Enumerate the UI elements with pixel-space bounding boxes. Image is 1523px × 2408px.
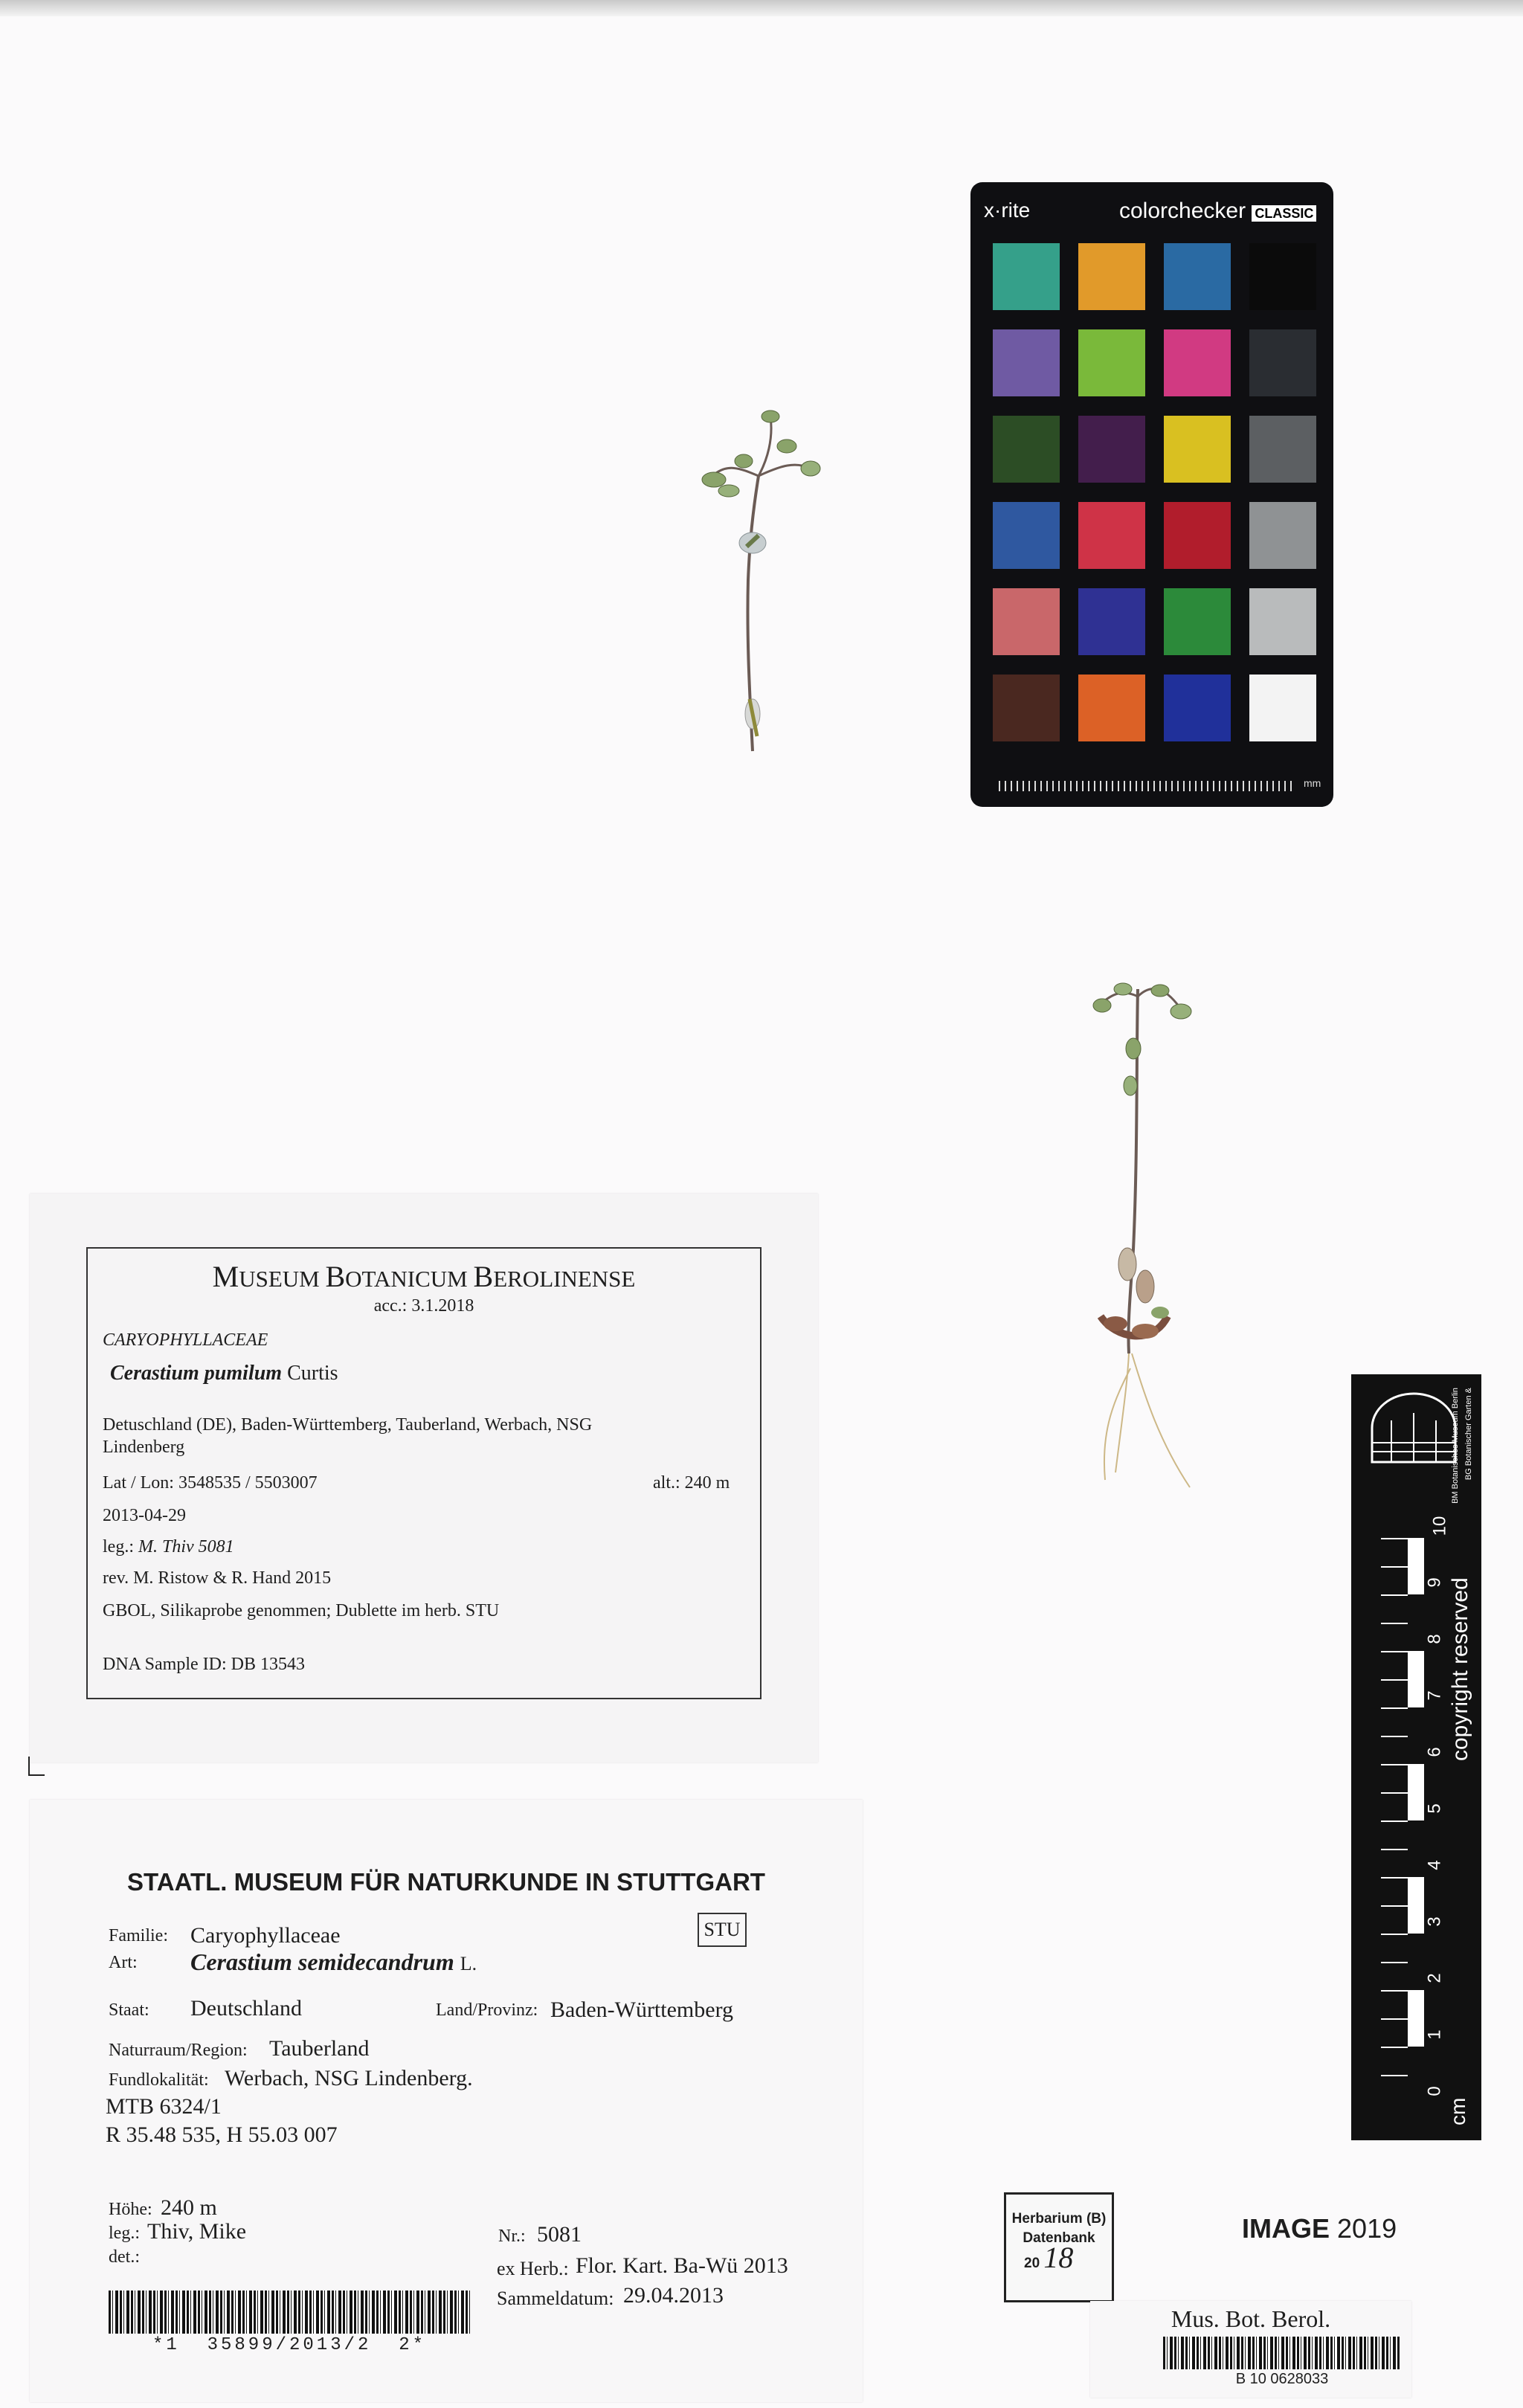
mm-unit: mm xyxy=(1304,777,1321,789)
stuttgart-label-title: STAATL. MUSEUM FÜR NATURKUNDE IN STUTTGART xyxy=(127,1868,765,1896)
ruler-number: 10 xyxy=(1429,1516,1450,1536)
nr-key: Nr.: xyxy=(498,2227,526,2246)
scan-top-edge xyxy=(0,0,1523,16)
exherb-value: Flor. Kart. Ba-Wü 2013 xyxy=(576,2253,788,2278)
art-key: Art: xyxy=(109,1953,138,1972)
herbarium-datenbank-stamp xyxy=(1004,2192,1114,2302)
ruler-number: 9 xyxy=(1424,1577,1445,1588)
note: GBOL, Silikaprobe genommen; Dublette im herb. STU xyxy=(103,1601,500,1620)
berlin-label-frame xyxy=(86,1247,762,1699)
color-patch xyxy=(1249,588,1316,655)
altitude: alt.: 240 m xyxy=(653,1473,730,1493)
coordinates: R 35.48 535, H 55.03 007 xyxy=(106,2122,338,2147)
ruler-number: 1 xyxy=(1424,2029,1445,2040)
det-key: det.: xyxy=(109,2247,140,2267)
hoehe-key: Höhe: xyxy=(109,2200,152,2219)
color-patch xyxy=(993,502,1060,569)
ruler-ticks xyxy=(1381,1538,1408,2103)
staat-key: Staat: xyxy=(109,2000,149,2020)
mus-barcode-number: B 10 0628033 xyxy=(1235,2371,1329,2387)
ruler-number: 3 xyxy=(1424,1916,1445,1927)
region-key: Naturraum/Region: xyxy=(109,2041,248,2060)
color-patch-grid xyxy=(970,182,1333,807)
color-patch xyxy=(1078,675,1145,741)
color-patch xyxy=(1078,243,1145,310)
xrite-logo: x·rite xyxy=(984,199,1031,222)
stuttgart-barcode-text: *1 35899/2013/2 2* xyxy=(152,2335,427,2355)
ruler-unit: cm xyxy=(1446,2097,1469,2125)
leg-key: leg.: xyxy=(109,2224,140,2243)
revision: rev. M. Ristow & R. Hand 2015 xyxy=(103,1568,332,1588)
logo-caption-2: BM Botanisches Museum Berlin xyxy=(1451,1388,1460,1504)
color-patch xyxy=(1164,416,1231,483)
color-patch xyxy=(1078,502,1145,569)
familie-value: Caryophyllaceae xyxy=(190,1923,341,1948)
dna-sample-id: DNA Sample ID: DB 13543 xyxy=(103,1655,305,1674)
plant-specimen-lower xyxy=(1056,967,1249,1562)
fund-key: Fundlokalität: xyxy=(109,2070,209,2090)
stu-stamp: STU xyxy=(698,1913,747,1947)
stuttgart-barcode xyxy=(109,2291,470,2334)
color-patch xyxy=(1164,675,1231,741)
species-name: Cerastium pumilum Curtis xyxy=(110,1362,338,1385)
plant-specimen-upper xyxy=(669,394,863,766)
stamp-year: 20 18 xyxy=(1024,2241,1074,2274)
logo-caption-1: BG Botanischer Garten & xyxy=(1464,1388,1473,1481)
region-value: Tauberland xyxy=(269,2036,370,2061)
fund-value: Werbach, NSG Lindenberg. xyxy=(225,2066,473,2090)
mtb: MTB 6324/1 xyxy=(106,2094,222,2119)
mus-bot-berol-label xyxy=(1090,2301,1411,2398)
image-year: IMAGE 2019 xyxy=(1242,2213,1397,2244)
art-value: Cerastium semidecandrum L. xyxy=(190,1948,477,1975)
color-patch xyxy=(1249,329,1316,396)
corner-mark-vertical xyxy=(28,1757,30,1776)
mus-bot-berol-text: Mus. Bot. Berol. xyxy=(1171,2305,1331,2332)
color-patch xyxy=(993,588,1060,655)
ruler-number: 7 xyxy=(1424,1690,1445,1701)
familie-key: Familie: xyxy=(109,1926,168,1945)
copyright-text: copyright reserved xyxy=(1448,1577,1472,1761)
color-patch xyxy=(993,416,1060,483)
ruler-number: 0 xyxy=(1424,2086,1445,2096)
mm-scale xyxy=(999,781,1296,791)
color-patch xyxy=(1164,329,1231,396)
sammel-key: Sammeldatum: xyxy=(497,2288,614,2309)
locality: Detuschland (DE), Baden-Württemberg, Tauberland, Werbach, NSG Lindenberg xyxy=(103,1415,593,1457)
land-value: Baden-Württemberg xyxy=(550,1997,734,2022)
corner-mark xyxy=(28,1774,45,1776)
hoehe-value: 240 m xyxy=(161,2195,217,2220)
sammel-value: 29.04.2013 xyxy=(623,2283,724,2308)
collection-date: 2013-04-29 xyxy=(103,1506,186,1525)
ruler-number: 6 xyxy=(1424,1747,1445,1757)
color-patch xyxy=(1078,588,1145,655)
colorchecker-title: colorchecker CLASSIC xyxy=(1119,199,1316,224)
accession-date: acc.: 3.1.2018 xyxy=(373,1296,474,1316)
stamp-line2: Datenbank xyxy=(1023,2230,1095,2246)
stuttgart-label xyxy=(30,1800,863,2402)
color-patch xyxy=(1164,588,1231,655)
family-name: CARYOPHYLLACEAE xyxy=(103,1330,268,1350)
classic-badge: CLASSIC xyxy=(1252,205,1316,222)
lat-lon: Lat / Lon: 3548535 / 5503007 xyxy=(103,1473,318,1493)
mus-barcode xyxy=(1163,2337,1401,2369)
color-patch xyxy=(1164,243,1231,310)
staat-value: Deutschland xyxy=(190,1996,302,2021)
color-checker-card xyxy=(970,182,1333,807)
stamp-line1: Herbarium (B) xyxy=(1011,2211,1107,2227)
ruler-number: 4 xyxy=(1424,1860,1445,1870)
berlin-label-title: MUSEUM BOTANICUM BEROLINENSE xyxy=(212,1260,636,1293)
ruler-scale-bar xyxy=(1408,1538,1424,2103)
museum-logo xyxy=(1369,1391,1458,1465)
color-patch xyxy=(1249,675,1316,741)
ruler-number: 2 xyxy=(1424,1973,1445,1983)
land-key: Land/Provinz: xyxy=(436,2000,538,2020)
color-patch xyxy=(993,329,1060,396)
nr-value: 5081 xyxy=(537,2222,582,2247)
color-patch xyxy=(1249,502,1316,569)
leg-value: Thiv, Mike xyxy=(147,2219,247,2244)
ruler-number: 8 xyxy=(1424,1634,1445,1644)
color-patch xyxy=(1078,329,1145,396)
exherb-key: ex Herb.: xyxy=(497,2258,569,2279)
color-patch xyxy=(1249,243,1316,310)
color-patch xyxy=(1078,416,1145,483)
cm-ruler xyxy=(1351,1374,1481,2140)
color-patch xyxy=(993,675,1060,741)
color-patch xyxy=(1249,416,1316,483)
collector: leg.: M. Thiv 5081 xyxy=(103,1537,234,1556)
color-patch xyxy=(1164,502,1231,569)
berlin-label xyxy=(30,1194,818,1762)
ruler-number: 5 xyxy=(1424,1803,1445,1814)
color-patch xyxy=(993,243,1060,310)
